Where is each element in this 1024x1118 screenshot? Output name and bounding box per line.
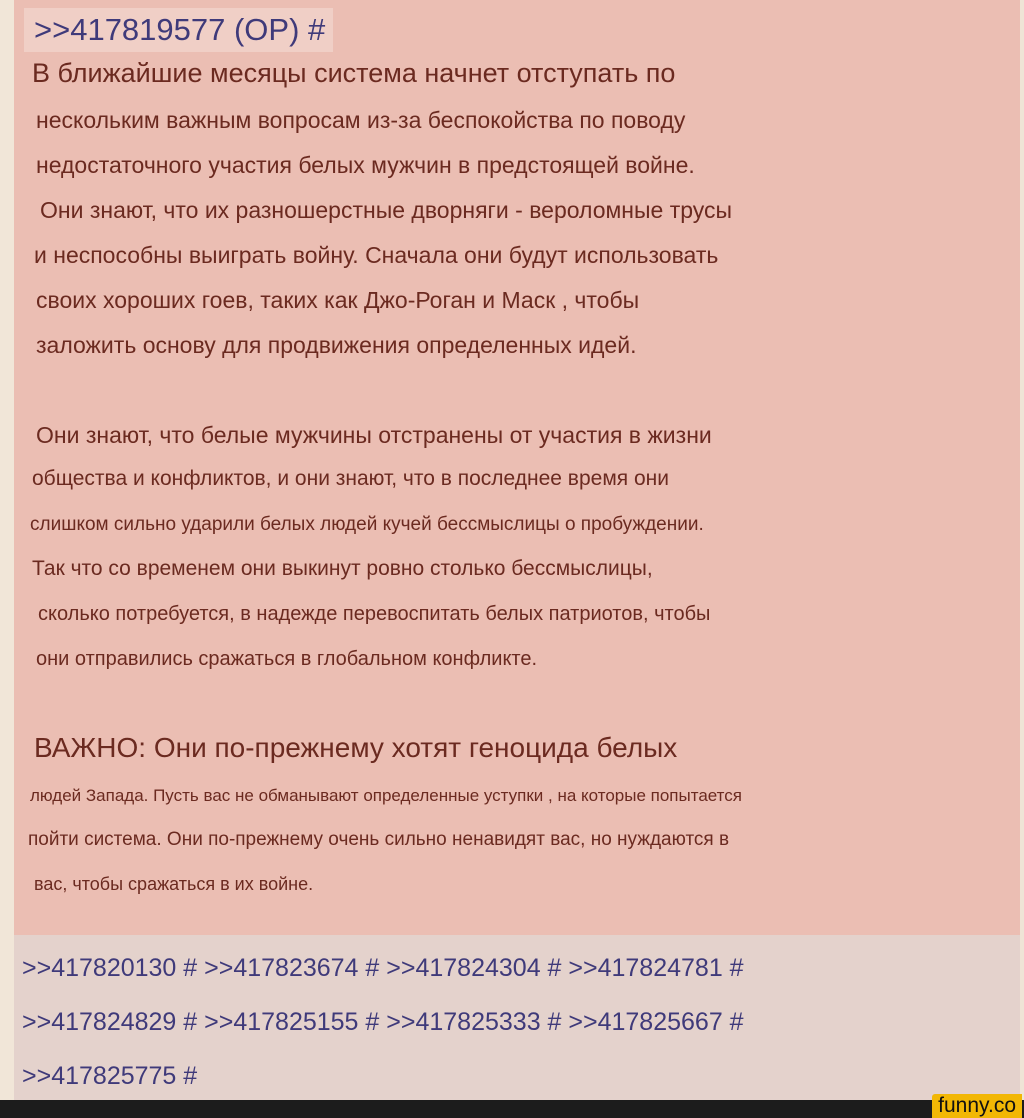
left-margin	[0, 0, 14, 1100]
backlink-row[interactable]: >>417825775 #	[22, 1062, 198, 1090]
post-text-line: нескольким важным вопросам из-за беспокойства по поводу	[36, 107, 686, 133]
post-text-line: заложить основу для продвижения определенных идей.	[36, 332, 637, 358]
post-text-line: Они знают, что их разношерстные дворняги - вероломные трусы	[40, 197, 733, 223]
reply-backlinks	[14, 935, 1020, 1100]
watermark-logo: funny.co	[932, 1094, 1022, 1118]
post-text-line: сколько потребуется, в надежде перевоспитать белых патриотов, чтобы	[38, 603, 711, 625]
forum-post	[14, 0, 1020, 935]
post-text-line: пойти система. Они по-прежнему очень сильно ненавидят вас, но нуждаются в	[28, 829, 730, 850]
bottom-bar	[0, 1094, 1024, 1118]
backlink-row[interactable]: >>417820130 # >>417823674 # >>417824304 # >>417824781 #	[22, 954, 744, 982]
post-text-line: Они знают, что белые мужчины отстранены от участия в жизни	[36, 422, 712, 448]
post-text-line: вас, чтобы сражаться в их войне.	[34, 874, 314, 894]
post-text-line: ВАЖНО: Они по-прежнему хотят геноцида белых	[34, 732, 678, 763]
post-text-line: своих хороших гоев, таких как Джо-Роган и Маск , чтобы	[36, 287, 640, 313]
post-text-line: Так что со временем они выкинут ровно столько бессмыслицы,	[32, 557, 653, 580]
post-header-link[interactable]: >>417819577 (OP) #	[24, 8, 333, 52]
post-text-line: недостаточного участия белых мужчин в предстоящей войне.	[36, 152, 695, 178]
post-text-line: общества и конфликтов, и они знают, что в последнее время они	[32, 467, 669, 490]
post-text-line: и неспособны выиграть войну. Сначала они будут использовать	[34, 242, 719, 268]
backlink-row[interactable]: >>417824829 # >>417825155 # >>417825333 # >>417825667 #	[22, 1008, 744, 1036]
post-text-line: В ближайшие месяцы система начнет отступать по	[32, 58, 676, 88]
post-text-line: людей Запада. Пусть вас не обманывают определенные уступки , на которые попытается	[30, 786, 742, 805]
post-text-line: слишком сильно ударили белых людей кучей бессмыслицы о пробуждении.	[30, 514, 704, 535]
post-text-line: они отправились сражаться в глобальном конфликте.	[36, 648, 538, 670]
